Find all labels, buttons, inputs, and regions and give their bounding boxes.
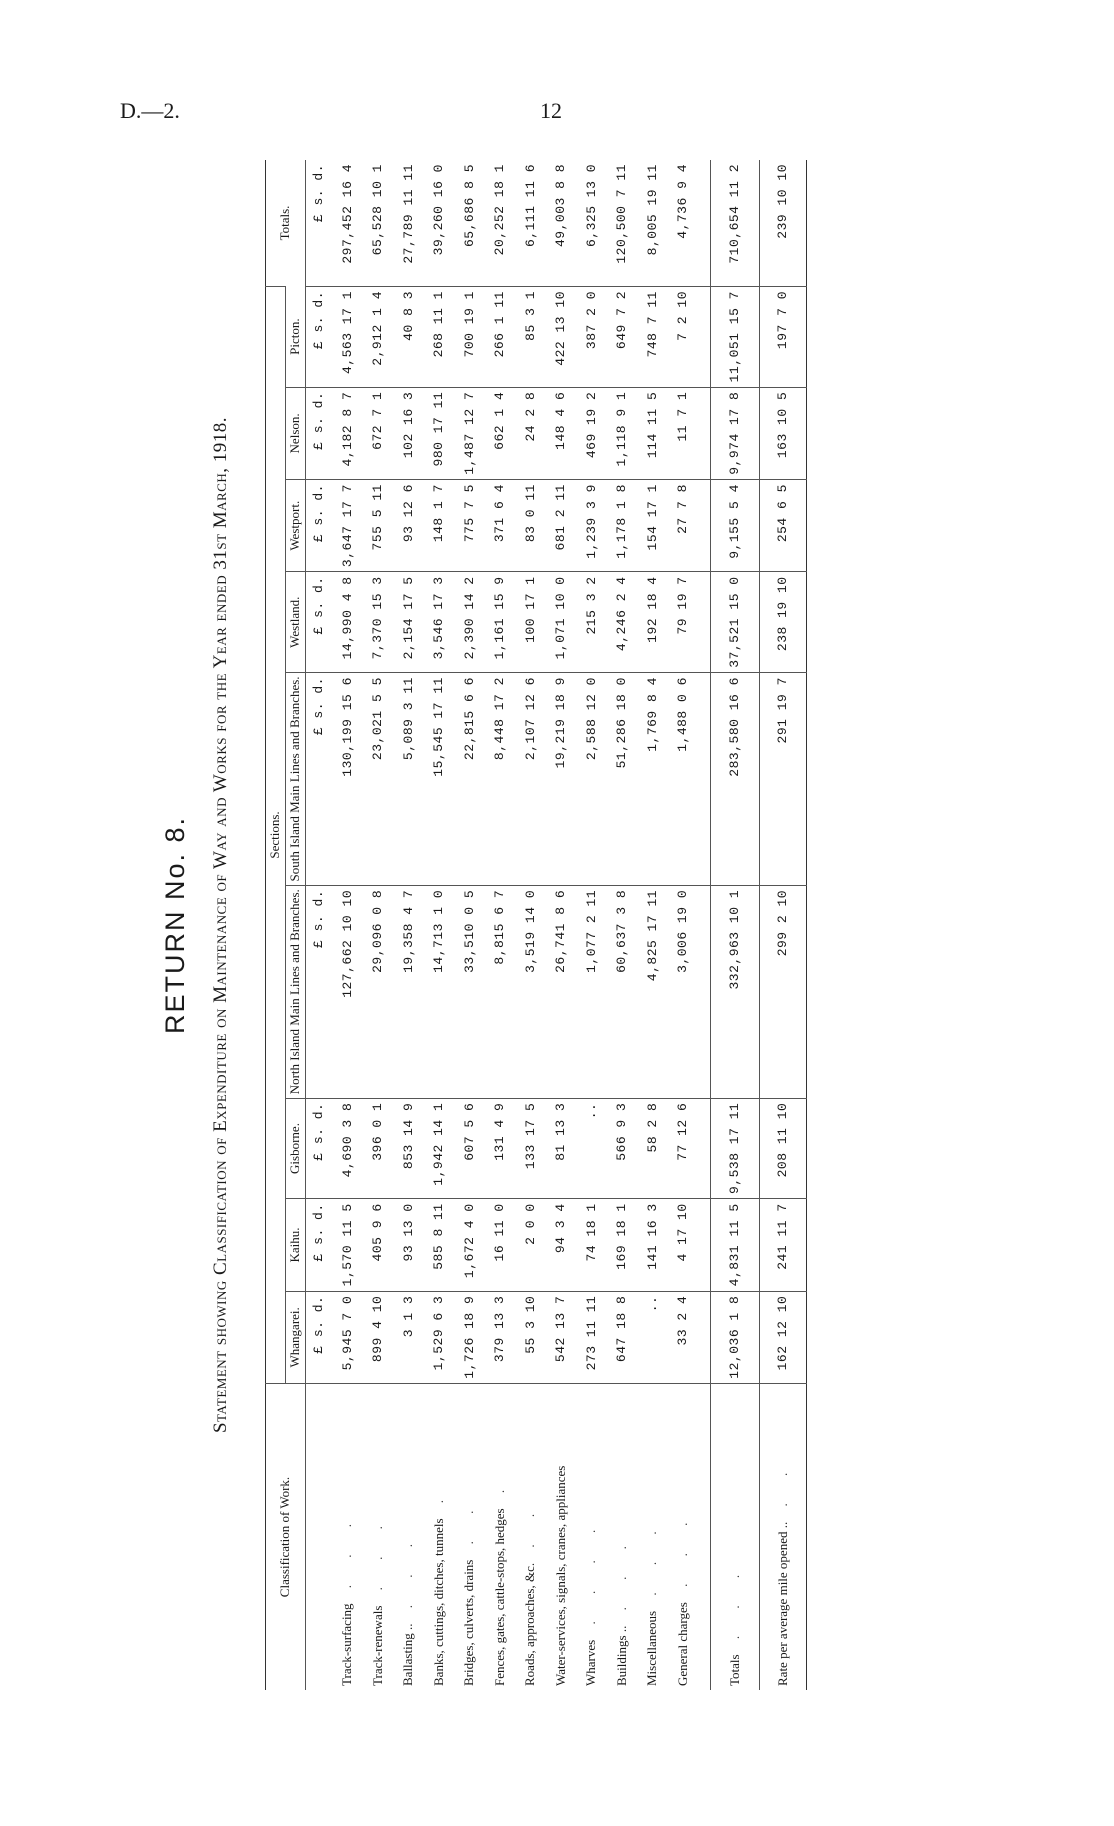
amount-cell: .. <box>576 1098 607 1199</box>
amount-cell: 775 7 5 <box>454 480 485 572</box>
amount-cell: .. <box>637 1291 668 1383</box>
row-label <box>454 1384 485 1691</box>
amount-cell: 58 2 8 <box>637 1098 668 1199</box>
row-label <box>393 1384 424 1691</box>
amount-cell: 853 14 9 <box>393 1098 424 1199</box>
amount-cell: 1,570 11 5 <box>332 1199 363 1291</box>
amount-cell: 266 1 11 <box>484 287 515 388</box>
leader-dots: . . <box>461 1498 477 1560</box>
section-header: Westport. <box>285 480 305 572</box>
total-cell: 65,528 10 1 <box>370 164 386 256</box>
amount-cell: 130,199 15 6 <box>332 673 363 886</box>
units-cell: £ s. d. <box>305 572 332 673</box>
amount-cell: 1,487 12 7 <box>454 387 485 479</box>
amount-cell: 55 3 10 <box>515 1291 546 1383</box>
leader-dots: . . . <box>674 1510 690 1603</box>
amount-cell: 192 18 4 <box>637 572 668 673</box>
row-label-text: General charges <box>674 1602 690 1686</box>
amount-cell: 26,741 8 6 <box>545 885 576 1098</box>
row-label-text: Rate per average mile opened .. <box>774 1521 790 1686</box>
amount-cell: 607 5 6 <box>454 1098 485 1199</box>
amount-cell: 2,912 1 4 <box>362 287 393 388</box>
amount-cell: 585 8 11 <box>423 1199 454 1291</box>
amount-cell: 93 13 0 <box>393 1199 424 1291</box>
expenditure-table <box>265 160 807 1690</box>
amount-cell: 9,974 17 8 <box>710 387 759 479</box>
units-cell: £ s. d. <box>305 1098 332 1199</box>
amount-cell: 980 17 11 <box>423 387 454 479</box>
spacer-cell <box>698 673 711 886</box>
amount-cell: 241 11 7 <box>759 1199 806 1291</box>
totals-header: Totals. <box>266 160 306 287</box>
spacer-cell <box>698 480 711 572</box>
amount-cell: 469 19 2 <box>576 387 607 479</box>
amount-cell: 60,637 3 8 <box>606 885 637 1098</box>
amount-cell: 4,690 3 8 <box>332 1098 363 1199</box>
amount-cell: 371 6 4 <box>484 480 515 572</box>
amount-cell: 379 13 3 <box>484 1291 515 1383</box>
row-label <box>576 1384 607 1691</box>
amount-cell: 4,182 8 7 <box>332 387 363 479</box>
amount-cell: 11,051 15 7 <box>710 287 759 388</box>
amount-cell: 3,006 19 0 <box>667 885 698 1098</box>
amount-cell: 1,529 6 3 <box>423 1291 454 1383</box>
row-label-text: Buildings .. <box>613 1625 629 1686</box>
statement-title: Statement showing Classification of Expenditure on Maintenance of Way and Works for the Year ended 31st March, 1918. <box>210 416 231 1434</box>
units-cell: £ s. d. <box>311 164 327 223</box>
total-cell: 27,789 11 11 <box>400 164 416 264</box>
table-row <box>667 160 698 1690</box>
spacer-cell <box>698 1291 711 1383</box>
amount-cell: 169 18 1 <box>606 1199 637 1291</box>
amount-cell: 405 9 6 <box>362 1199 393 1291</box>
amount-cell: 291 19 7 <box>759 673 806 886</box>
amount-cell: 208 11 10 <box>759 1098 806 1199</box>
amount-cell: 154 17 1 <box>637 480 668 572</box>
units-cell: £ s. d. <box>305 885 332 1098</box>
amount-cell: 40 8 3 <box>393 287 424 388</box>
units-spacer <box>305 1384 332 1691</box>
amount-cell: 102 16 3 <box>393 387 424 479</box>
amount-cell: 268 11 1 <box>423 287 454 388</box>
amount-cell: 85 3 1 <box>515 287 546 388</box>
amount-cell: 9,538 17 11 <box>710 1098 759 1199</box>
amount-cell: 273 11 11 <box>576 1291 607 1383</box>
leader-dots: . . . <box>644 1519 660 1611</box>
amount-cell: 2,588 12 0 <box>576 673 607 886</box>
units-cell: £ s. d. <box>305 287 332 388</box>
amount-cell: 37,521 15 0 <box>710 572 759 673</box>
amount-cell: 215 3 2 <box>576 572 607 673</box>
amount-cell: 100 17 1 <box>515 572 546 673</box>
table-row <box>576 160 607 1690</box>
amount-cell: 1,178 1 8 <box>606 480 637 572</box>
total-cell: 120,500 7 11 <box>614 164 630 264</box>
amount-cell: 22,815 6 6 <box>454 673 485 886</box>
table-row <box>362 160 393 1690</box>
totals-row <box>710 160 759 1690</box>
leader-dots: . . . <box>369 1514 385 1606</box>
amount-cell: 1,161 15 9 <box>484 572 515 673</box>
leader-dots: . <box>491 1477 507 1509</box>
total-cell: 6,325 13 0 <box>583 164 599 248</box>
table-row <box>454 160 485 1690</box>
document-code: D.—2. <box>120 98 180 123</box>
amount-cell: 3,647 17 7 <box>332 480 363 572</box>
total-cell: 4,736 9 4 <box>675 164 691 239</box>
leader-dots: . . . <box>613 1534 629 1626</box>
amount-cell: 8,815 6 7 <box>484 885 515 1098</box>
classification-header: Classification of Work. <box>266 1384 306 1691</box>
amount-cell: 1,071 10 0 <box>545 572 576 673</box>
section-header: Westland. <box>285 572 305 673</box>
amount-cell: 8,448 17 2 <box>484 673 515 886</box>
amount-cell: 1,942 14 1 <box>423 1098 454 1199</box>
amount-cell: 649 7 2 <box>606 287 637 388</box>
section-header: Picton. <box>285 287 305 388</box>
amount-cell: 422 13 10 <box>545 287 576 388</box>
row-label <box>484 1384 515 1691</box>
amount-cell: 33 2 4 <box>667 1291 698 1383</box>
row-label <box>332 1384 363 1691</box>
amount-cell: 542 13 7 <box>545 1291 576 1383</box>
amount-cell: 51,286 18 0 <box>606 673 637 886</box>
amount-cell: 7 2 10 <box>667 287 698 388</box>
amount-cell: 700 19 1 <box>454 287 485 388</box>
leader-dots: . . . <box>339 1511 355 1604</box>
section-header: Kaihu. <box>285 1199 305 1291</box>
amount-cell: 114 11 5 <box>637 387 668 479</box>
leader-dots: . . . . <box>583 1517 599 1640</box>
amount-cell: 755 5 11 <box>362 480 393 572</box>
row-label-text: Bridges, culverts, drains <box>461 1559 477 1686</box>
amount-cell: 396 0 1 <box>362 1098 393 1199</box>
amount-cell: 33,510 0 5 <box>454 885 485 1098</box>
amount-cell: 9,155 5 4 <box>710 480 759 572</box>
rate-row <box>759 160 806 1690</box>
total-cell: 297,452 16 4 <box>339 164 355 264</box>
amount-cell: 681 2 11 <box>545 480 576 572</box>
row-label <box>545 1384 576 1691</box>
units-cell: £ s. d. <box>305 673 332 886</box>
spacer-cell <box>698 1384 711 1691</box>
amount-cell: 24 2 8 <box>515 387 546 479</box>
table-row <box>484 160 515 1690</box>
amount-cell: 29,096 0 8 <box>362 885 393 1098</box>
amount-cell: 5,089 3 11 <box>393 673 424 886</box>
units-cell: £ s. d. <box>305 480 332 572</box>
total-cell: 39,260 16 0 <box>431 164 447 256</box>
amount-cell: 3,519 14 0 <box>515 885 546 1098</box>
total-cell: 710,654 11 2 <box>710 160 759 287</box>
row-label <box>759 1384 806 1691</box>
row-label-text: Miscellaneous <box>644 1610 660 1686</box>
row-label-text: Fences, gates, cattle-stops, hedges <box>491 1508 507 1686</box>
table-row <box>423 160 454 1690</box>
amount-cell: 2 0 0 <box>515 1199 546 1291</box>
amount-cell: 197 7 0 <box>759 287 806 388</box>
page-number: 12 <box>540 98 562 123</box>
amount-cell: 4,831 11 5 <box>710 1199 759 1291</box>
amount-cell: 23,021 5 5 <box>362 673 393 886</box>
table-body <box>305 160 806 1690</box>
amount-cell: 83 0 11 <box>515 480 546 572</box>
section-header: North Island Main Lines and Branches. <box>285 885 305 1098</box>
spacer-cell <box>698 1199 711 1291</box>
amount-cell: 93 12 6 <box>393 480 424 572</box>
table-row <box>606 160 637 1690</box>
sections-header: Sections. <box>266 287 286 1384</box>
amount-cell: 81 13 3 <box>545 1098 576 1199</box>
units-row <box>305 160 332 1690</box>
amount-cell: 1,118 9 1 <box>606 387 637 479</box>
amount-cell: 94 3 4 <box>545 1199 576 1291</box>
amount-cell: 3,546 17 3 <box>423 572 454 673</box>
amount-cell: 1,769 8 4 <box>637 673 668 886</box>
amount-cell: 133 17 5 <box>515 1098 546 1199</box>
section-header: Nelson. <box>285 387 305 479</box>
amount-cell: 79 19 7 <box>667 572 698 673</box>
amount-cell: 332,963 10 1 <box>710 885 759 1098</box>
amount-cell: 2,154 17 5 <box>393 572 424 673</box>
amount-cell: 19,358 4 7 <box>393 885 424 1098</box>
amount-cell: 1,672 4 0 <box>454 1199 485 1291</box>
leader-dots: . . <box>774 1460 790 1522</box>
table-row <box>393 160 424 1690</box>
amount-cell: 238 19 10 <box>759 572 806 673</box>
units-cell: £ s. d. <box>305 1291 332 1383</box>
amount-cell: 16 11 0 <box>484 1199 515 1291</box>
spacer-cell <box>698 287 711 388</box>
amount-cell: 77 12 6 <box>667 1098 698 1199</box>
table-row <box>637 160 668 1690</box>
amount-cell: 1,077 2 11 <box>576 885 607 1098</box>
amount-cell: 131 4 9 <box>484 1098 515 1199</box>
section-header: South Island Main Lines and Branches. <box>285 673 305 886</box>
amount-cell: 27 7 8 <box>667 480 698 572</box>
row-label-text: Ballasting .. <box>400 1623 416 1686</box>
amount-cell: 148 1 7 <box>423 480 454 572</box>
leader-dots: . . <box>522 1501 538 1563</box>
amount-cell: 12,036 1 8 <box>710 1291 759 1383</box>
amount-cell: 1,726 18 9 <box>454 1291 485 1383</box>
total-cell: 20,252 18 1 <box>492 164 508 256</box>
row-label-text: Banks, cuttings, ditches, tunnels <box>430 1518 446 1686</box>
total-cell: 239 10 10 <box>775 164 791 239</box>
amount-cell: 127,662 10 10 <box>332 885 363 1098</box>
table-row <box>515 160 546 1690</box>
amount-cell: 2,390 14 2 <box>454 572 485 673</box>
units-cell: £ s. d. <box>305 1199 332 1291</box>
amount-cell: 748 7 11 <box>637 287 668 388</box>
amount-cell: 2,107 12 6 <box>515 673 546 886</box>
amount-cell: 3 1 3 <box>393 1291 424 1383</box>
amount-cell: 4,825 17 11 <box>637 885 668 1098</box>
row-label <box>362 1384 393 1691</box>
table-row <box>545 160 576 1690</box>
rotated-page-content <box>160 160 940 1690</box>
section-header: Gisborne. <box>285 1098 305 1199</box>
total-cell: 65,686 8 5 <box>461 164 477 248</box>
amount-cell: 4 17 10 <box>667 1199 698 1291</box>
amount-cell: 1,239 3 9 <box>576 480 607 572</box>
spacer-cell <box>698 572 711 673</box>
amount-cell: 647 18 8 <box>606 1291 637 1383</box>
row-label <box>667 1384 698 1691</box>
row-label-text: Track-surfacing <box>339 1603 355 1686</box>
amount-cell: 162 12 10 <box>759 1291 806 1383</box>
table-row <box>332 160 363 1690</box>
return-title: RETURN No. 8. <box>160 815 190 1035</box>
leader-dots: . <box>430 1487 446 1519</box>
total-cell: 49,003 8 8 <box>553 164 569 248</box>
row-label <box>637 1384 668 1691</box>
amount-cell: 148 4 6 <box>545 387 576 479</box>
amount-cell: 899 4 10 <box>362 1291 393 1383</box>
row-label-text: Water-services, signals, cranes, appliances <box>552 1465 568 1686</box>
amount-cell: 14,990 4 8 <box>332 572 363 673</box>
amount-cell: 141 16 3 <box>637 1199 668 1291</box>
leader-dots: . . . <box>400 1532 416 1624</box>
amount-cell: 4,246 2 4 <box>606 572 637 673</box>
amount-cell: 5,945 7 0 <box>332 1291 363 1383</box>
amount-cell: 254 6 5 <box>759 480 806 572</box>
amount-cell: 283,580 16 6 <box>710 673 759 886</box>
spacer-row <box>698 160 711 1690</box>
row-label <box>606 1384 637 1691</box>
row-label-text: Totals <box>726 1654 742 1686</box>
row-label-text: Wharves <box>583 1639 599 1686</box>
amount-cell: 672 7 1 <box>362 387 393 479</box>
amount-cell: 387 2 0 <box>576 287 607 388</box>
amount-cell: 15,545 17 11 <box>423 673 454 886</box>
amount-cell: 662 1 4 <box>484 387 515 479</box>
amount-cell: 11 7 1 <box>667 387 698 479</box>
amount-cell: 1,488 0 6 <box>667 673 698 886</box>
row-label <box>515 1384 546 1691</box>
section-header: Whangarei. <box>285 1291 305 1383</box>
row-label <box>423 1384 454 1691</box>
spacer-cell <box>698 885 711 1098</box>
spacer-cell <box>698 1098 711 1199</box>
units-cell: £ s. d. <box>305 387 332 479</box>
row-label <box>710 1384 759 1691</box>
amount-cell: 299 2 10 <box>759 885 806 1098</box>
row-label-text: Roads, approaches, &c. <box>522 1562 538 1686</box>
amount-cell: 74 18 1 <box>576 1199 607 1291</box>
leader-dots: . . . <box>726 1562 742 1655</box>
row-label-text: Track-renewals <box>369 1605 385 1686</box>
spacer-cell <box>698 160 711 287</box>
spacer-cell <box>698 387 711 479</box>
total-cell: 8,005 19 11 <box>644 164 660 256</box>
amount-cell: 7,370 15 3 <box>362 572 393 673</box>
amount-cell: 163 10 5 <box>759 387 806 479</box>
amount-cell: 4,563 17 1 <box>332 287 363 388</box>
total-cell: 6,111 11 6 <box>522 164 538 248</box>
amount-cell: 566 9 3 <box>606 1098 637 1199</box>
amount-cell: 19,219 18 9 <box>545 673 576 886</box>
amount-cell: 14,713 1 0 <box>423 885 454 1098</box>
